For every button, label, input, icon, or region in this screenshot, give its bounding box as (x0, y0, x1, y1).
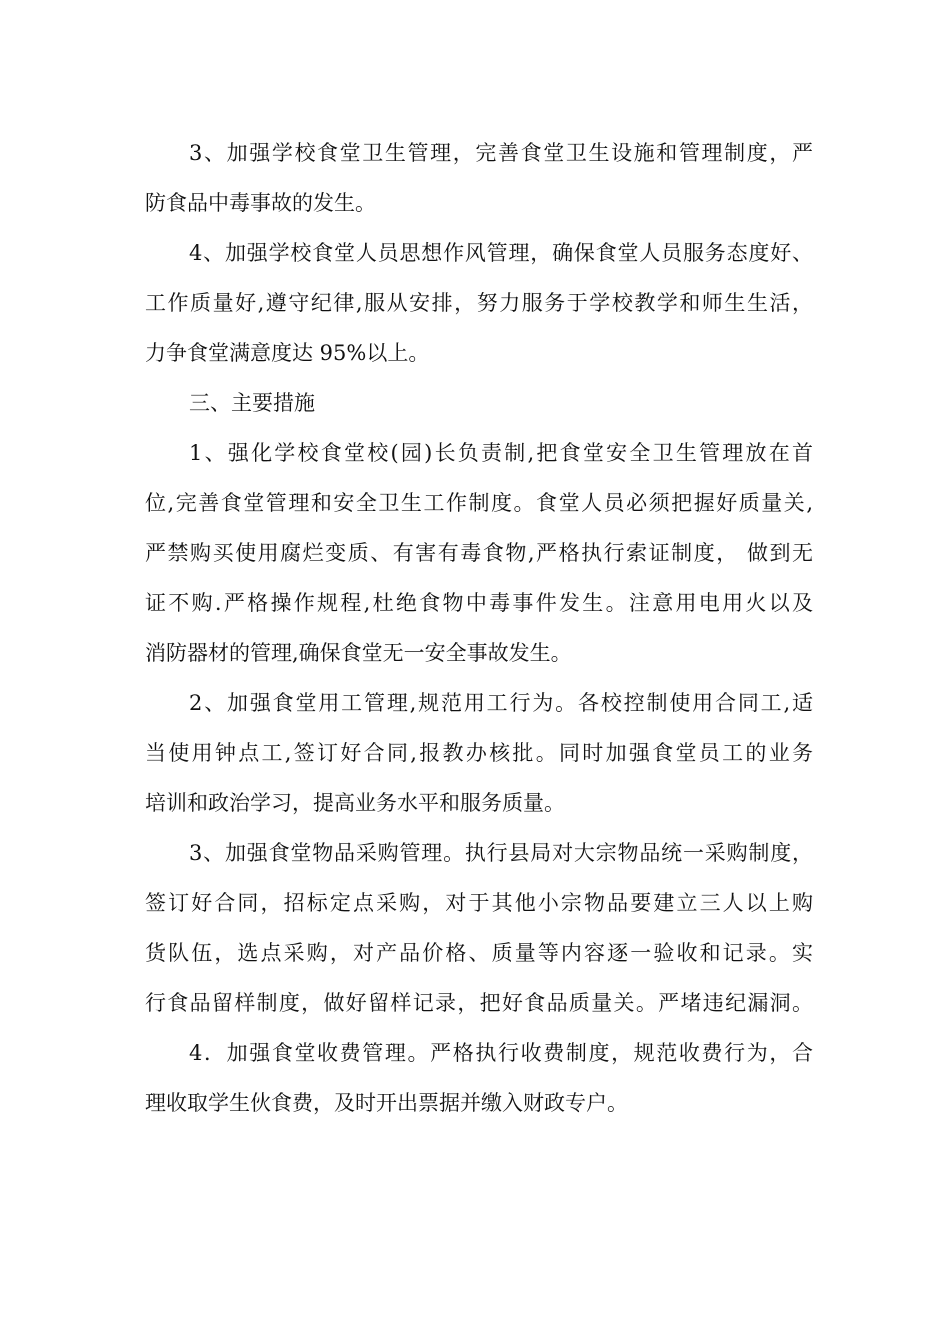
text-line: 1、强化学校食堂校(园)长负责制,把食堂安全卫生管理放在首 (189, 441, 813, 465)
text-line: 行食品留样制度，做好留样记录，把好食品质量关。严堵违纪漏洞。 (145, 991, 813, 1015)
text-line: 消防器材的管理,确保食堂无一安全事故发生。 (145, 641, 572, 665)
text-line: 理收取学生伙食费，及时开出票据并缴入财政专户。 (145, 1091, 628, 1115)
text-line: 货队伍，选点采购，对产品价格、质量等内容逐一验收和记录。实 (145, 941, 813, 965)
text-line: 签订好合同，招标定点采购，对于其他小宗物品要建立三人以上购 (145, 891, 813, 915)
section-heading: 三、主要措施 (189, 391, 315, 415)
text-line: 3、加强学校食堂卫生管理，完善食堂卫生设施和管理制度，严 (189, 141, 813, 165)
document-body (145, 128, 813, 1128)
text-line: 证不购.严格操作规程,杜绝食物中毒事件发生。注意用电用火以及 (145, 591, 813, 615)
text-line: 4．加强食堂收费管理。严格执行收费制度，规范收费行为，合 (189, 1041, 813, 1065)
text-line: 2、加强食堂用工管理,规范用工行为。各校控制使用合同工,适 (189, 691, 813, 715)
text-line: 当使用钟点工,签订好合同,报教办核批。同时加强食堂员工的业务 (145, 741, 813, 765)
text-line: 防食品中毒事故的发生。 (145, 191, 376, 215)
text-line: 3、加强食堂物品采购管理。执行县局对大宗物品统一采购制度， (189, 841, 813, 865)
text-line: 培训和政治学习，提高业务水平和服务质量。 (145, 791, 565, 815)
text-line: 力争食堂满意度达 95%以上。 (145, 341, 430, 365)
text-line: 位,完善食堂管理和安全卫生工作制度。食堂人员必须把握好质量关, (145, 491, 813, 515)
text-line: 严禁购买使用腐烂变质、有害有毒食物,严格执行索证制度， 做到无 (145, 541, 813, 565)
text-line: 4、加强学校食堂人员思想作风管理，确保食堂人员服务态度好、 (189, 241, 813, 265)
text-line: 工作质量好,遵守纪律,服从安排，努力服务于学校教学和师生生活， (145, 291, 813, 315)
